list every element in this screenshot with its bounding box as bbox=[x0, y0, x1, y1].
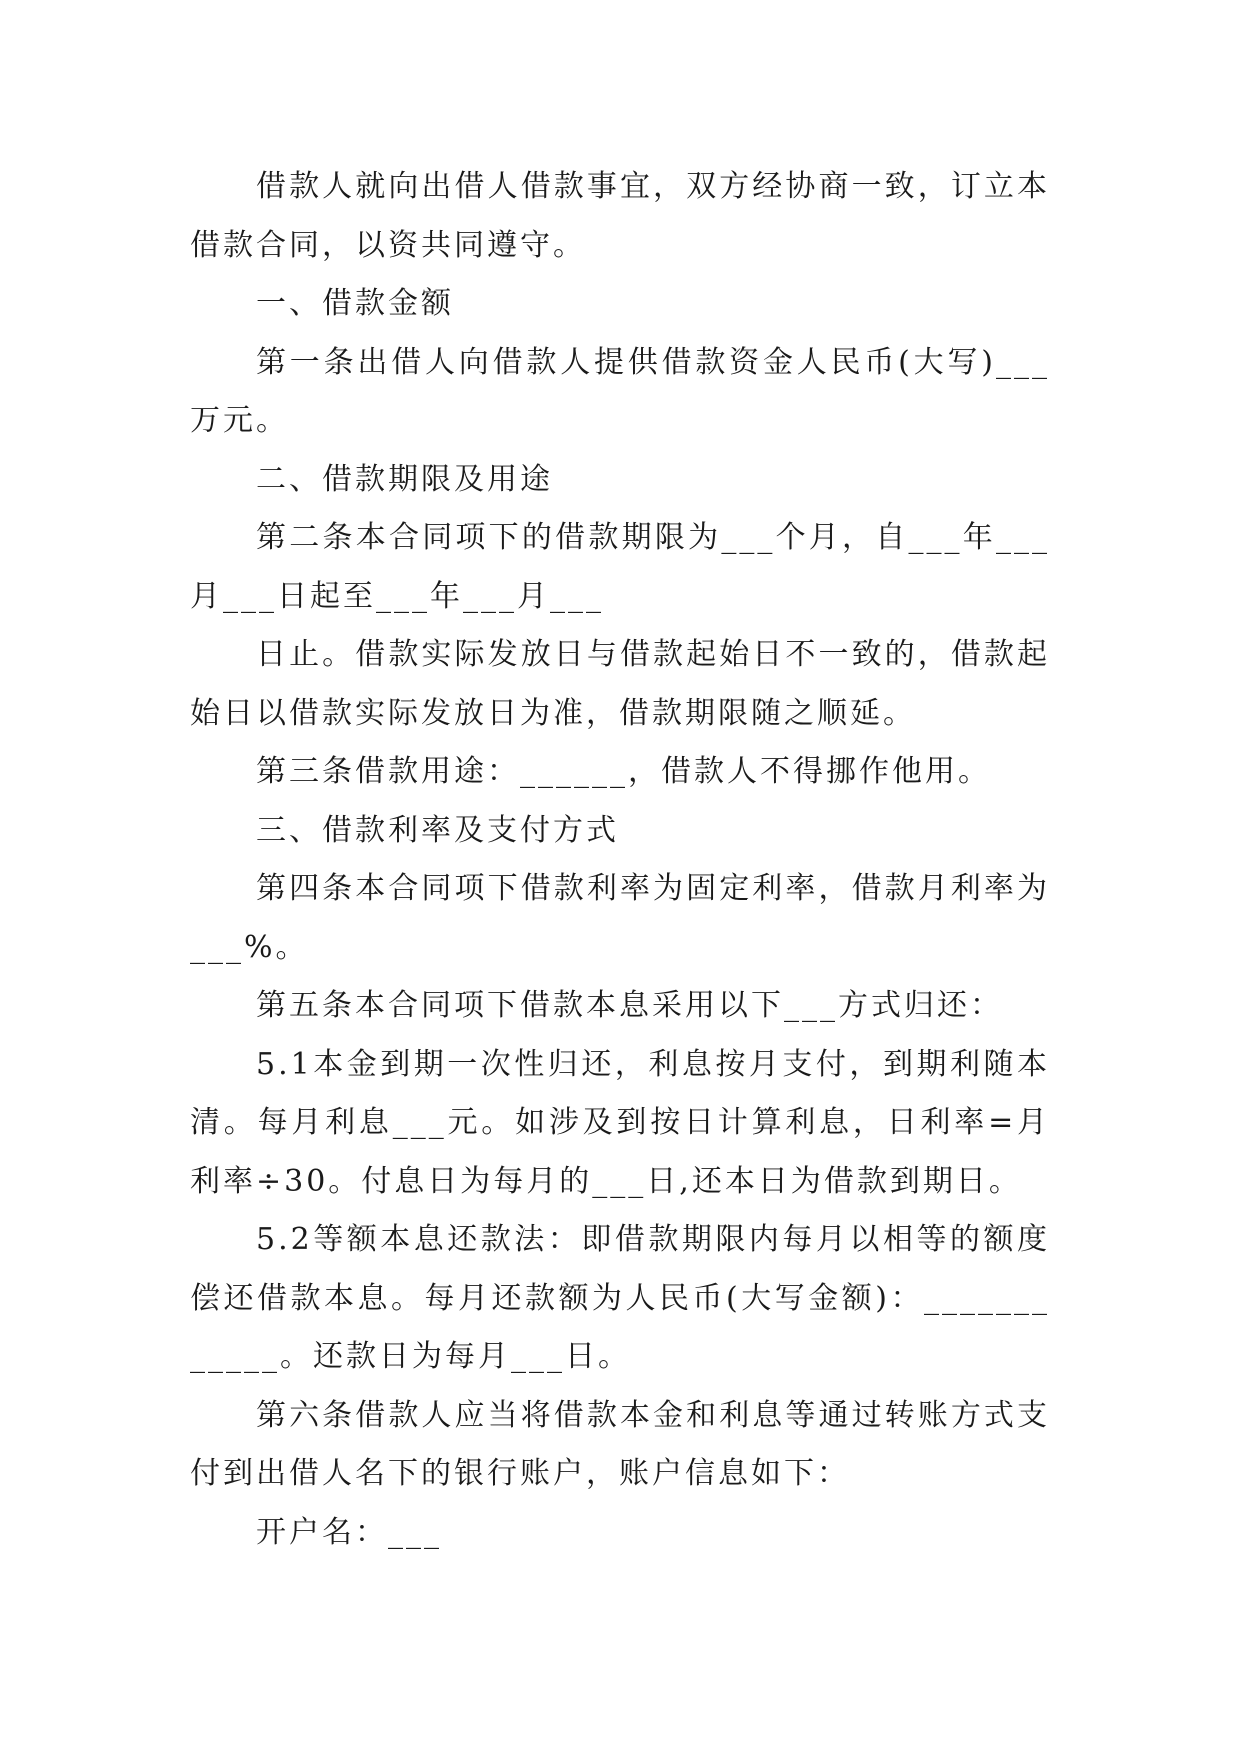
article-3: 第三条借款用途：______，借款人不得挪作他用。 bbox=[256, 754, 991, 789]
article-1: 第一条出借人向借款人提供借款资金人民币(大写)___万元。 bbox=[190, 344, 1050, 438]
article-2-continued: 日止。借款实际发放日与借款起始日不一致的，借款起始日以借款实际发放日为准，借款期限随之顺延。 bbox=[190, 637, 1050, 731]
heading-loan-term-purpose: 二、借款期限及用途 bbox=[256, 461, 553, 497]
clause-5-2: 5.2等额本息还款法：即借款期限内每月以相等的额度偿还借款本息。每月还款额为人民币(大写金额)：____________。还款日为每月___日。 bbox=[190, 1222, 1050, 1374]
heading-interest-payment: 三、借款利率及支付方式 bbox=[256, 812, 619, 848]
document-body bbox=[190, 158, 1050, 1562]
article-2: 第二条本合同项下的借款期限为___个月，自___年___月___日起至___年___月___ bbox=[190, 520, 1050, 614]
article-6: 第六条借款人应当将借款本金和利息等通过转账方式支付到出借人名下的银行账户，账户信息如下： bbox=[190, 1397, 1050, 1491]
article-5: 第五条本合同项下借款本息采用以下___方式归还： bbox=[256, 988, 1003, 1023]
account-name-field: 开户名：___ bbox=[256, 1514, 442, 1550]
clause-5-1: 5.1本金到期一次性归还，利息按月支付，到期利随本清。每月利息___元。如涉及到按日计算利息，日利率=月利率÷30。付息日为每月的___日,还本日为借款到期日。 bbox=[190, 1046, 1050, 1199]
heading-loan-amount: 一、借款金额 bbox=[256, 286, 454, 321]
paragraph-intro: 借款人就向出借人借款事宜，双方经协商一致，订立本借款合同，以资共同遵守。 bbox=[190, 169, 1050, 263]
article-4: 第四条本合同项下借款利率为固定利率，借款月利率为___%。 bbox=[190, 871, 1050, 965]
